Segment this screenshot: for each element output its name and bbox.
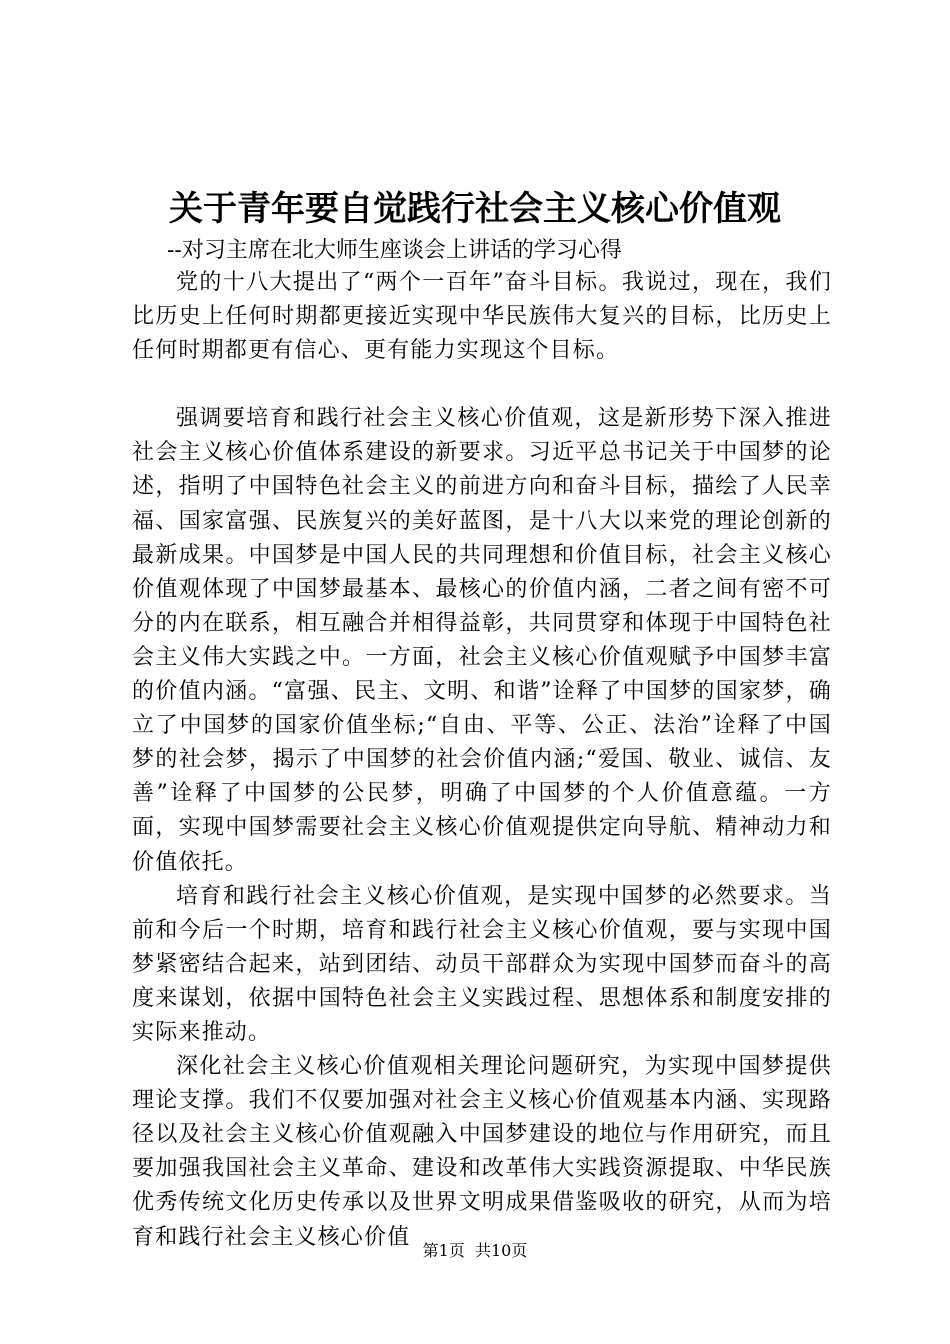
page-number-footer: 第1页 共10页: [422, 1241, 528, 1260]
paragraph: 培育和践行社会主义核心价值观，是实现中国梦的必然要求。当前和今后一个时期，培育和践行社会主义核心价值观，要与实现中国梦紧密结合起来，站到团结、动员干部群众为实现中国梦而奋斗的高度来谋划，依据中国特色社会主义实践过程、思想体系和制度安排的实际来推动。: [132, 883, 832, 1045]
document-body: [132, 266, 832, 1255]
document-title: 关于青年要自觉践行社会主义核心价值观: [169, 189, 781, 229]
paragraph: 党的十八大提出了“两个一百年”奋斗目标。我说过，现在，我们比历史上任何时期都更接近实现中华民族伟大复兴的目标，比历史上任何时期都更有信心、更有能力实现这个目标。: [132, 270, 832, 364]
paragraph: 深化社会主义核心价值观相关理论问题研究，为实现中国梦提供理论支撑。我们不仅要加强对社会主义核心价值观基本内涵、实现路径以及社会主义核心价值观融入中国梦建设的地位与作用研究，而且要加强我国社会主义革命、建设和改革伟大实践资源提取、中华民族优秀传统文化历史传承以及世界文明成果借鉴吸收的研究，从而为培育和践行社会主义核心价值: [132, 1054, 832, 1250]
paragraph: 强调要培育和践行社会主义核心价值观，这是新形势下深入推进社会主义核心价值体系建设的新要求。习近平总书记关于中国梦的论述，指明了中国特色社会主义的前进方向和奋斗目标，描绘了人民幸福、国家富强、民族复兴的美好蓝图，是十八大以来党的理论创新的最新成果。中国梦是中国人民的共同理想和价值目标，社会主义核心价值观体现了中国梦最基本、最核心的价值内涵，二者之间有密不可分的内在联系，相互融合并相得益彰，共同贯穿和体现于中国特色社会主义伟大实践之中。一方面，社会主义核心价值观赋予中国梦丰富的价值内涵。“富强、民主、文明、和谐”诠释了中国梦的国家梦，确立了中国梦的国家价值坐标;“自由、平等、公正、法治”诠释了中国梦的社会梦，揭示了中国梦的社会价值内涵;“爱国、敬业、诚信、友善”诠释了中国梦的公民梦，明确了中国梦的个人价值意蕴。一方面，实现中国梦需要社会主义核心价值观提供定向导航、精神动力和价值依托。: [132, 406, 832, 875]
document-subtitle: --对习主席在北大师生座谈会上讲话的学习心得: [167, 238, 622, 263]
